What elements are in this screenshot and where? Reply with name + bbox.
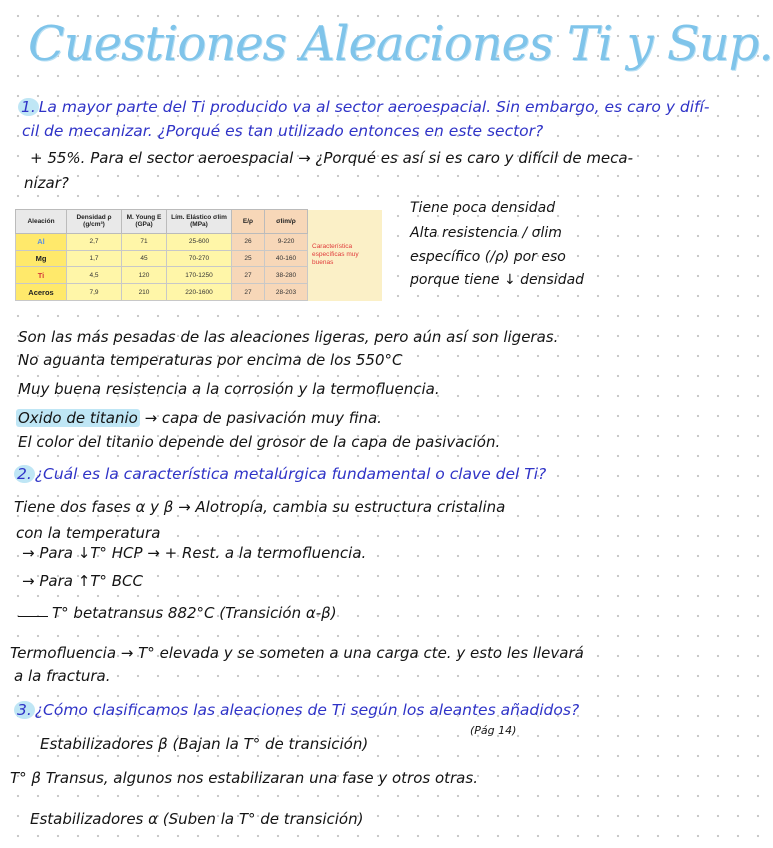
- side-note-line3: específico (/ρ) por eso: [410, 249, 566, 265]
- note-3-line2: con la temperatura: [16, 524, 161, 542]
- table-cell: 9-220: [265, 233, 308, 250]
- table-cell: 210: [122, 284, 167, 301]
- table-cell: 170-1250: [167, 267, 232, 284]
- question-2-number: 2.: [14, 465, 35, 483]
- note-3-line3: → Para ↓T° HCP → + Rest. a la termofluencia.: [22, 544, 367, 562]
- note-3-line6: Termofluencia → T° elevada y se someten a una carga cte. y esto les llevará: [10, 644, 584, 662]
- page-reference: (Pág 14): [470, 724, 517, 737]
- question-2-text: ¿Cuál es la característica metalúrgica fundamental o clave del Ti?: [34, 465, 547, 483]
- note-4-line1: Estabilizadores β (Bajan la T° de transición): [40, 735, 369, 753]
- alloy-properties-table: [15, 209, 382, 301]
- table-cell: Ti: [16, 267, 67, 284]
- note-3-line7: a la fractura.: [14, 667, 111, 685]
- question-3: [14, 703, 579, 719]
- question-3-text: ¿Cómo clasificamos las aleaciones de Ti según los aleantes añadidos?: [34, 701, 580, 719]
- question-1-line2: cil de mecanizar. ¿Porqué es tan utilizado entonces en este sector?: [22, 122, 544, 140]
- table-header: Densidad ρ (g/cm³): [67, 210, 122, 234]
- note-2-line4-rest: → capa de pasivación muy fina.: [139, 409, 382, 427]
- table-cell: 120: [122, 267, 167, 284]
- table-header: σlim/ρ: [265, 210, 308, 234]
- table-cell: Al: [16, 233, 67, 250]
- question-3-number: 3.: [14, 701, 35, 719]
- table-cell: 27: [232, 267, 265, 284]
- table-header: Lím. Elástico σlim (MPa): [167, 210, 232, 234]
- note-4-line2: T° β Transus, algunos nos estabilizaran una fase y otros otras.: [10, 769, 478, 787]
- table-header: Aleación: [16, 210, 67, 234]
- table-cell: 4,5: [67, 267, 122, 284]
- table-cell: 7,9: [67, 284, 122, 301]
- table-cell: 71: [122, 233, 167, 250]
- highlight-oxido-de-titanio: Oxido de titanio: [18, 409, 138, 427]
- table-cell: 1,7: [67, 250, 122, 267]
- question-1-line1: La mayor parte del Ti producido va al sector aeroespacial. Sin embargo, es caro y difí-: [38, 98, 710, 116]
- question-1-number: 1.: [18, 98, 39, 116]
- table-cell: 38-280: [265, 267, 308, 284]
- table-cell: 26: [232, 233, 265, 250]
- table-cell: Mg: [16, 250, 67, 267]
- table-cell: 27: [232, 284, 265, 301]
- table-cell: 220-1600: [167, 284, 232, 301]
- table-header: E/ρ: [232, 210, 265, 234]
- table-cell: 70-270: [167, 250, 232, 267]
- arrow-icon: [18, 616, 48, 617]
- page-title: Cuestiones Aleaciones Ti y Sup.: [28, 16, 773, 72]
- note-1-line2: nizar?: [24, 174, 69, 192]
- side-note-line2: Alta resistencia / σlim: [410, 225, 562, 241]
- table-cell: 28-203: [265, 284, 308, 301]
- side-note-line1: Tiene poca densidad: [410, 200, 556, 216]
- table-cell: 2,7: [67, 233, 122, 250]
- table-cell: 40-160: [265, 250, 308, 267]
- note-2-line1: Son las más pesadas de las aleaciones ligeras, pero aún así son ligeras.: [18, 328, 559, 346]
- note-3-line5: T° betatransus 882°C (Transición α-β): [52, 604, 337, 622]
- table-note: Característica específicas muy buenas: [308, 210, 383, 301]
- table-header-row: [16, 210, 383, 234]
- note-4-line3: Estabilizadores α (Suben la T° de transición): [30, 810, 364, 828]
- table-cell: 25: [232, 250, 265, 267]
- note-2-line3: Muy buena resistencia a la corrosión y la termofluencia.: [18, 380, 440, 398]
- side-note-line4: porque tiene ↓ densidad: [410, 272, 585, 288]
- note-3-line1: Tiene dos fases α y β → Alotropía, cambia su estructura cristalina: [14, 498, 506, 516]
- note-1-line1: + 55%. Para el sector aeroespacial → ¿Porqué es así si es caro y difícil de meca-: [30, 149, 634, 167]
- table-header: M. Young E (GPa): [122, 210, 167, 234]
- question-1: [18, 100, 709, 116]
- note-2-line4: [16, 411, 382, 426]
- question-2: [14, 467, 546, 483]
- table-cell: Aceros: [16, 284, 67, 301]
- note-3-line4: → Para ↑T° BCC: [22, 572, 143, 590]
- note-2-line5: El color del titanio depende del grosor de la capa de pasivación.: [18, 433, 501, 451]
- table-cell: 45: [122, 250, 167, 267]
- table-cell: 25-600: [167, 233, 232, 250]
- note-2-line2: No aguanta temperaturas por encima de los 550°C: [18, 351, 403, 369]
